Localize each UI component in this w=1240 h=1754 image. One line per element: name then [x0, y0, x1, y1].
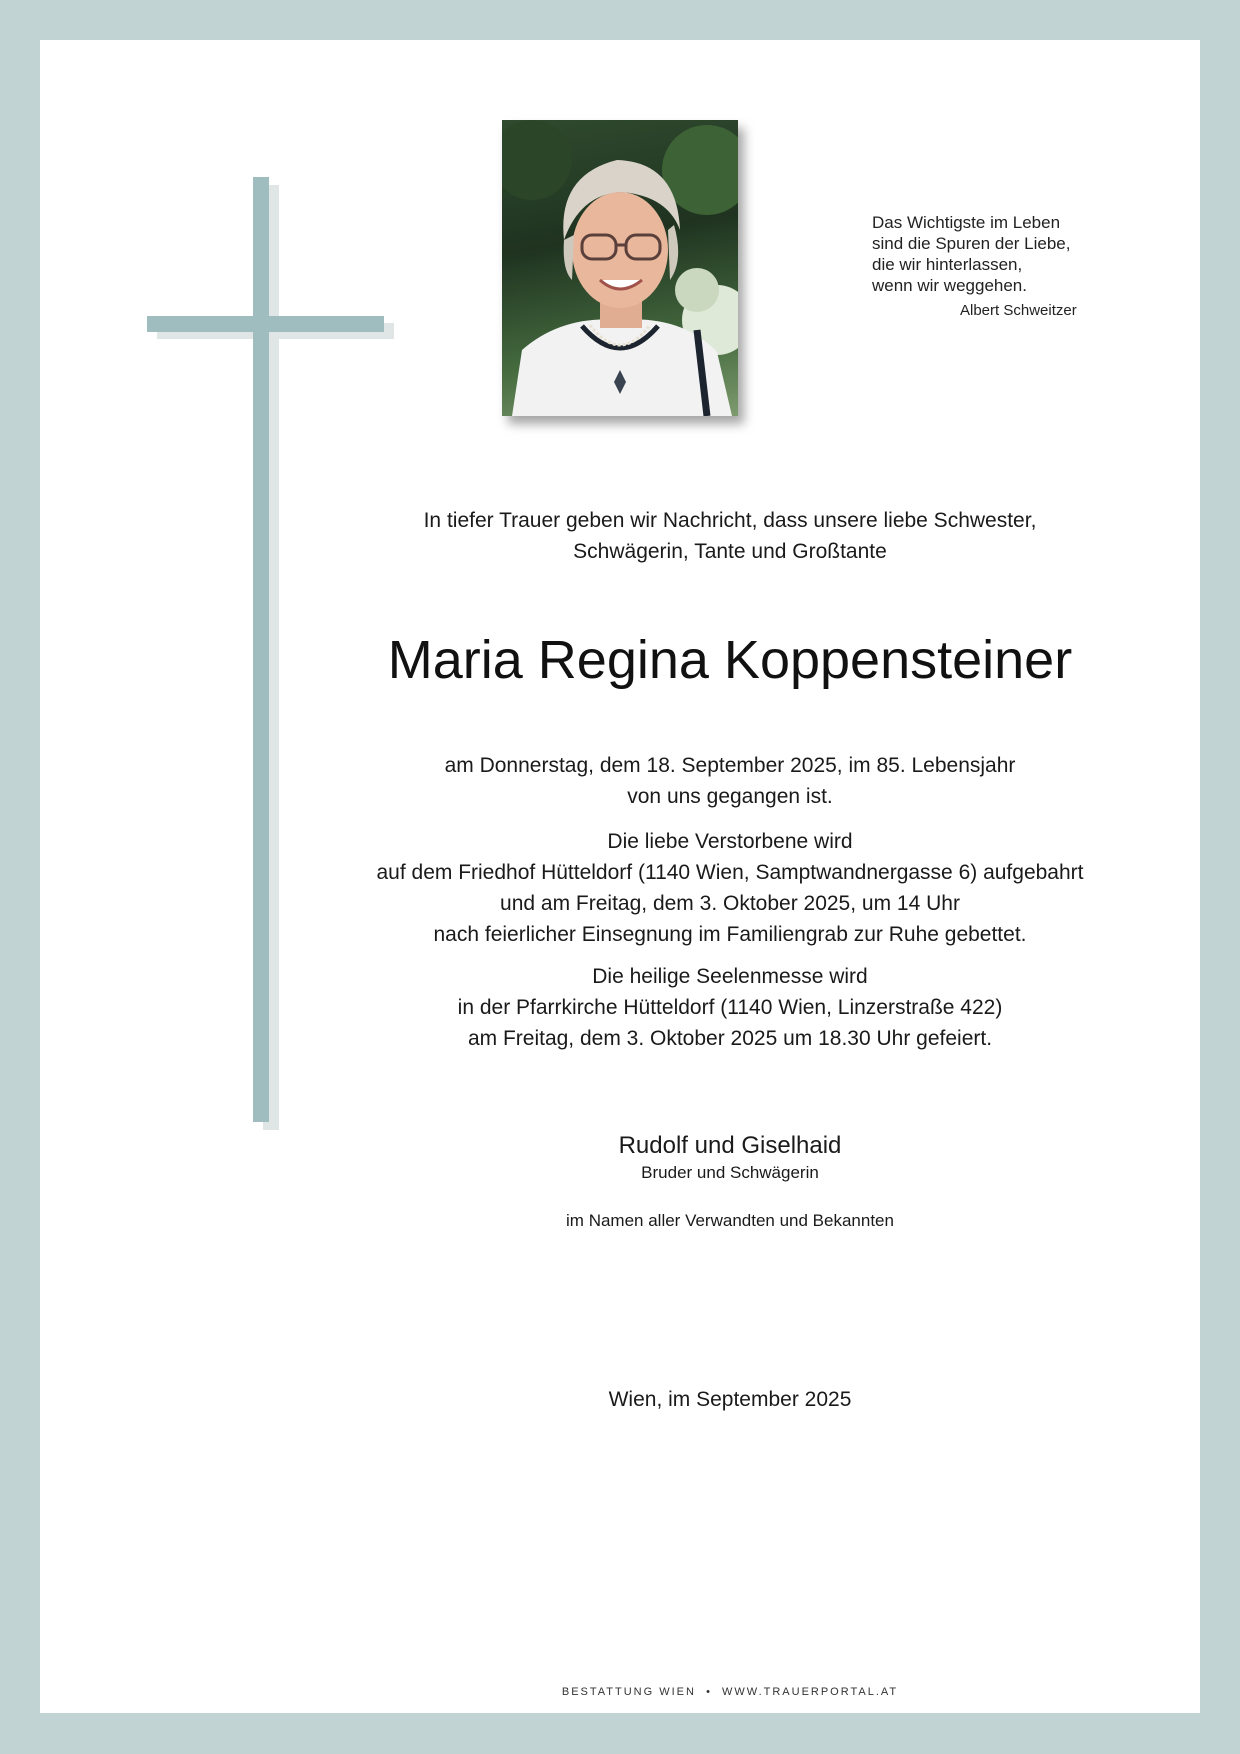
death-notice-line: am Donnerstag, dem 18. September 2025, im 85. Lebensjahr [444, 754, 1016, 777]
mass-details [330, 961, 1130, 1054]
intro-line: Schwägerin, Tante und Großtante [573, 540, 887, 563]
mass-line: Die heilige Seelenmesse wird [592, 965, 868, 988]
intro-line: In tiefer Trauer geben wir Nachricht, dass unsere liebe Schwester, [423, 509, 1037, 532]
funeral-line: nach feierlicher Einsegnung im Familiengrab zur Ruhe gebettet. [433, 923, 1027, 946]
footer-branding: BESTATTUNG WIEN • WWW.TRAUERPORTAL.AT [561, 1686, 899, 1698]
funeral-details [330, 826, 1130, 950]
cross-horizontal-beam [147, 316, 384, 332]
portrait-photo [502, 120, 738, 416]
quote-line: Das Wichtigste im Leben [872, 213, 1061, 232]
death-notice [330, 750, 1130, 812]
quote-line: die wir hinterlassen, [872, 255, 1023, 274]
signer-relation: Bruder und Schwägerin [641, 1163, 819, 1182]
death-notice-line: von uns gegangen ist. [627, 785, 833, 808]
quote-line: wenn wir weggehen. [872, 276, 1027, 295]
obituary-card [40, 40, 1200, 1713]
funeral-line: auf dem Friedhof Hütteldorf (1140 Wien, Samptwandnergasse 6) aufgebahrt [376, 861, 1084, 884]
funeral-line: und am Freitag, dem 3. Oktober 2025, um 14 Uhr [500, 892, 960, 915]
family-note: im Namen aller Verwandten und Bekannten [566, 1211, 894, 1230]
memorial-quote [872, 212, 1077, 321]
quote-author: Albert Schweitzer [960, 302, 1077, 319]
mass-line: am Freitag, dem 3. Oktober 2025 um 18.30 Uhr gefeiert. [467, 1027, 993, 1050]
funeral-line: Die liebe Verstorbene wird [607, 830, 853, 853]
quote-line: sind die Spuren der Liebe, [872, 234, 1071, 253]
mass-line: in der Pfarrkirche Hütteldorf (1140 Wien, Linzerstraße 422) [457, 996, 1003, 1019]
intro-text [330, 505, 1130, 567]
signer-names: Rudolf und Giselhaid [618, 1132, 842, 1159]
deceased-name: Maria Regina Koppensteiner [387, 630, 1073, 690]
place-date: Wien, im September 2025 [608, 1388, 852, 1411]
